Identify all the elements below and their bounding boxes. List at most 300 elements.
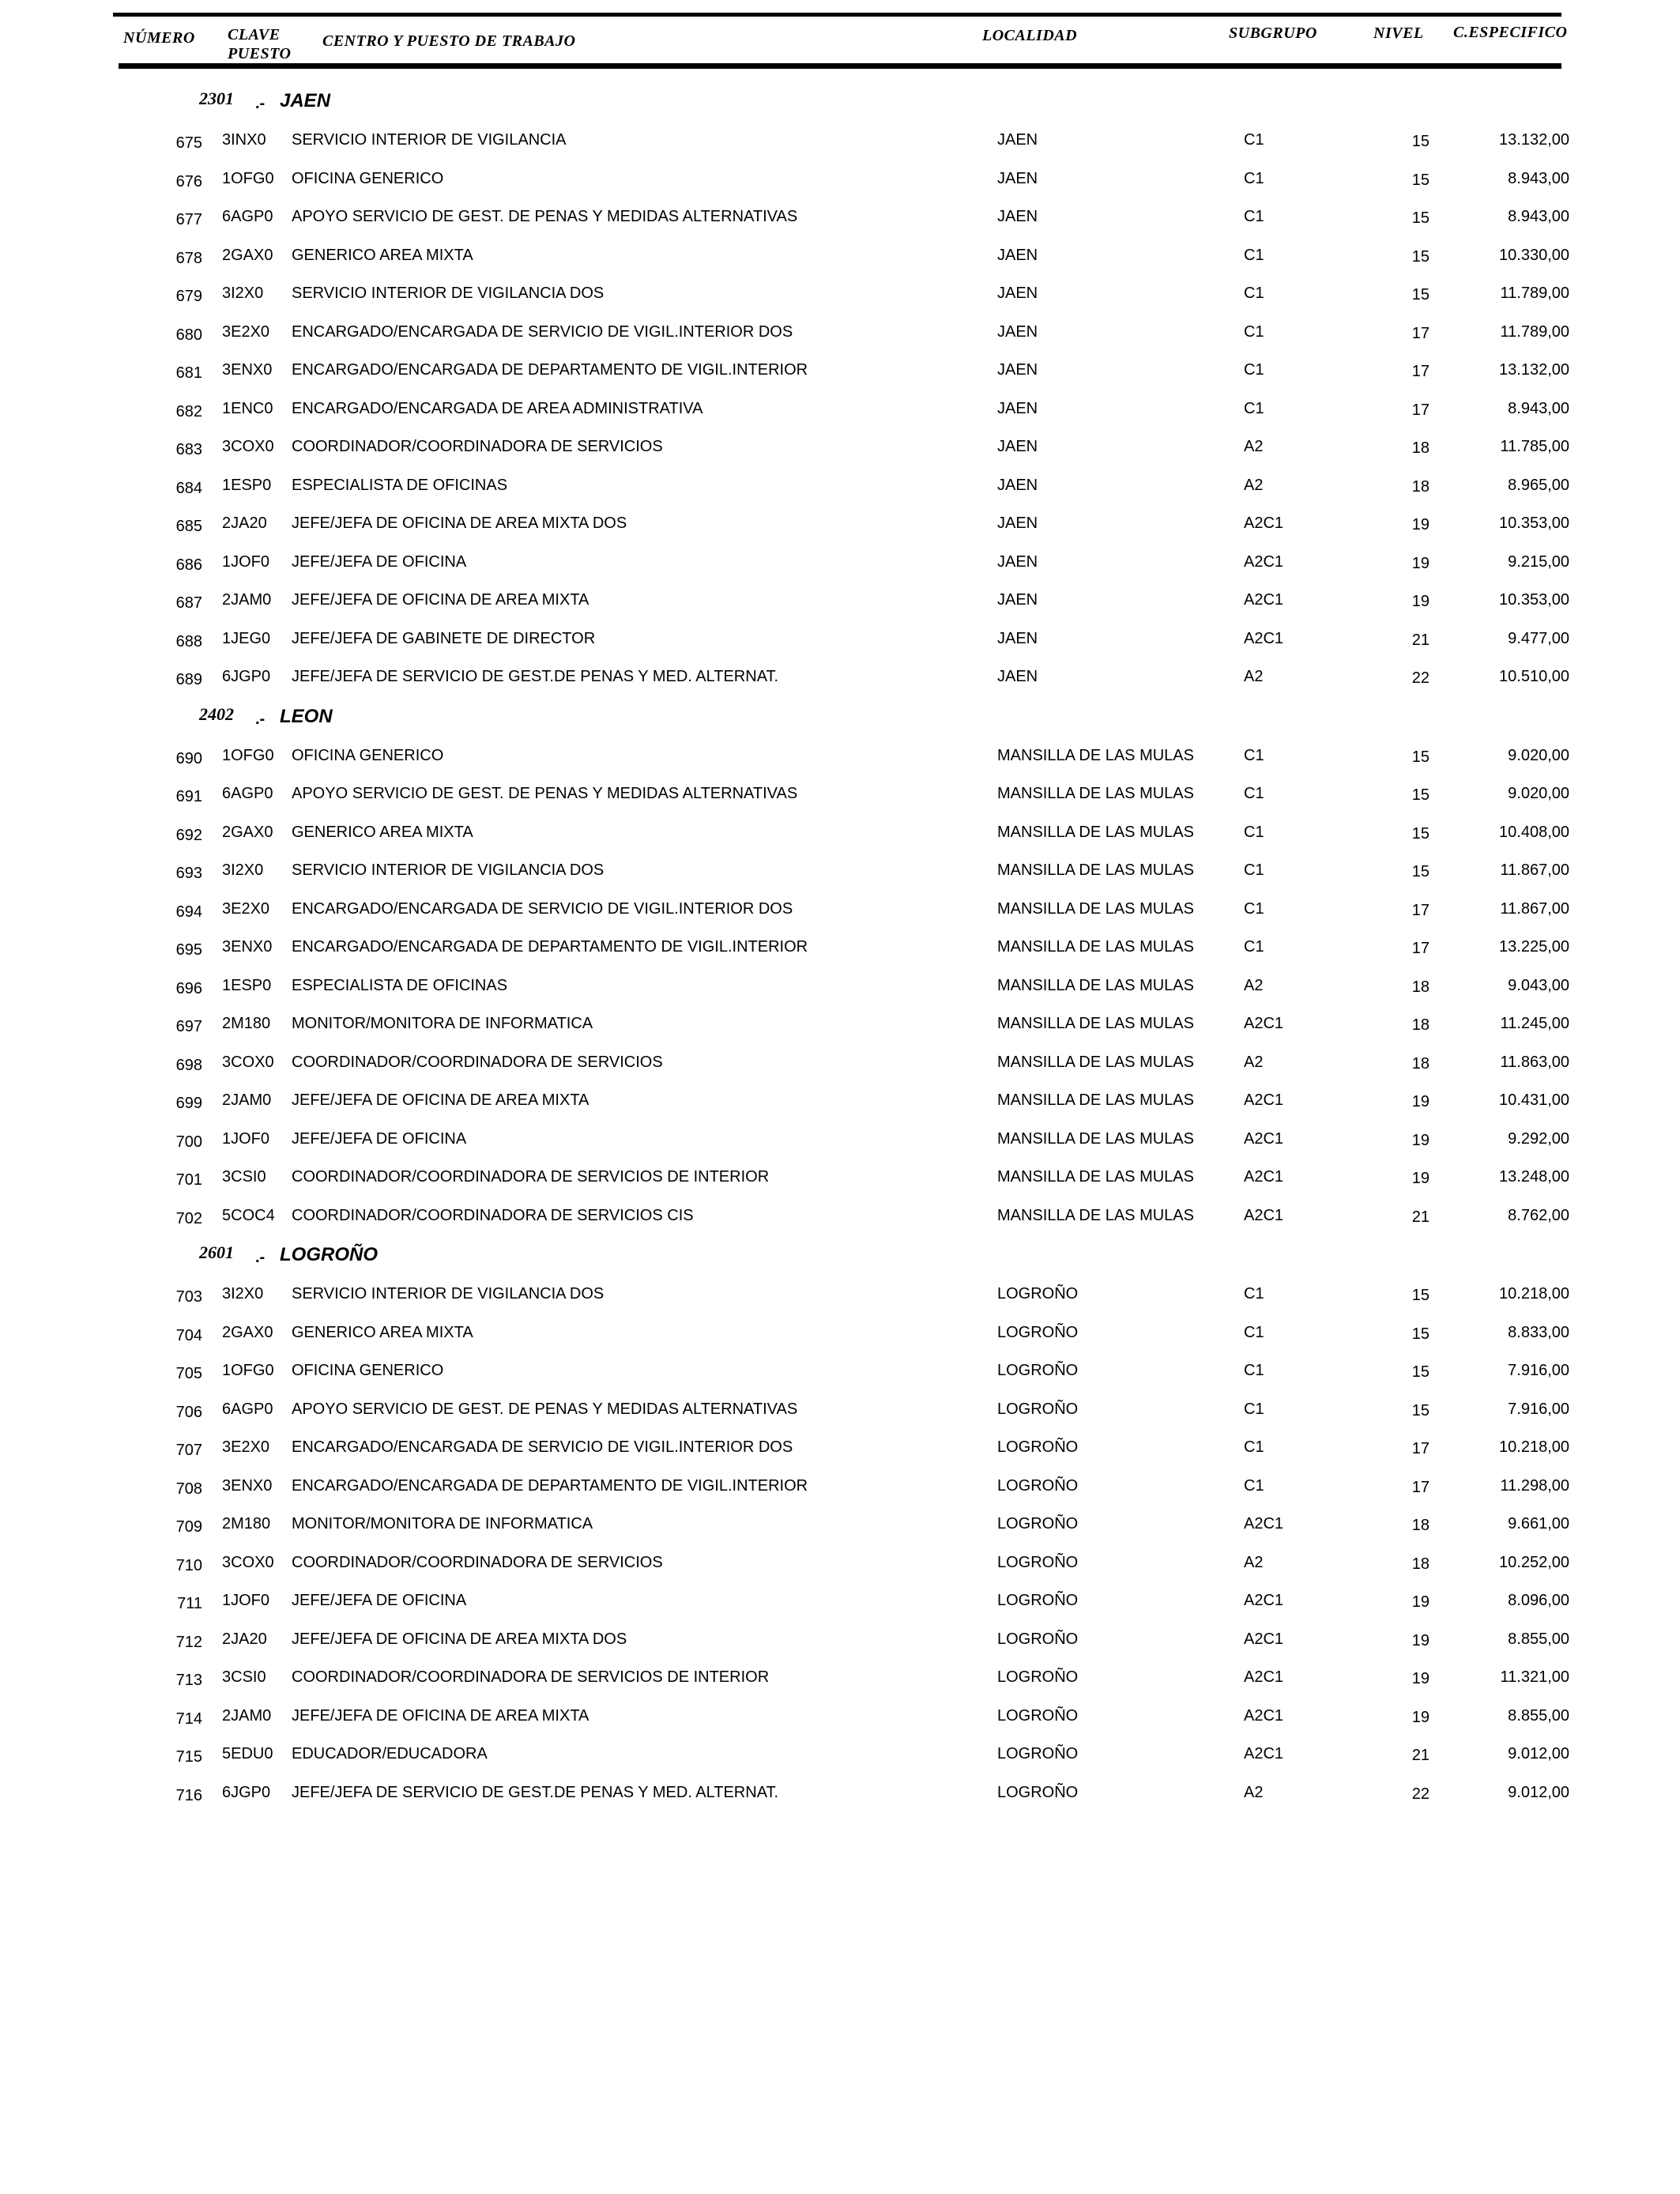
cell-subgrupo: C1 [1244, 1362, 1264, 1379]
table-row [0, 468, 1680, 507]
cell-localidad: LOGROÑO [997, 1438, 1079, 1456]
table-row [0, 776, 1680, 815]
cell-nivel: 18 [1411, 477, 1430, 496]
cell-numero: 686 [175, 556, 202, 574]
cell-especifico: 8.833,00 [1508, 1323, 1569, 1341]
cell-localidad: MANSILLA DE LAS MULAS [997, 1168, 1194, 1186]
cell-localidad: JAEN [997, 285, 1038, 302]
table-row [0, 968, 1680, 1007]
table-row [0, 545, 1680, 583]
table-row [0, 199, 1680, 238]
cell-subgrupo: A2C1 [1244, 1630, 1284, 1648]
table-row [0, 892, 1680, 930]
cell-numero: 691 [175, 788, 202, 805]
cell-centro: SERVICIO INTERIOR DE VIGILANCIA [292, 131, 567, 149]
cell-localidad: JAEN [997, 208, 1038, 225]
cell-clave: 6JGP0 [222, 1783, 271, 1801]
cell-centro: ENCARGADO/ENCARGADA DE SERVICIO DE VIGIL.INTERIOR DOS [292, 1438, 793, 1456]
table-row [0, 738, 1680, 777]
cell-centro: APOYO SERVICIO DE GEST. DE PENAS Y MEDIDAS ALTERNATIVAS [292, 208, 798, 225]
cell-subgrupo: A2C1 [1244, 515, 1284, 532]
cell-localidad: LOGROÑO [997, 1362, 1079, 1379]
cell-centro: JEFE/JEFA DE OFICINA [292, 1129, 467, 1148]
table-row [0, 853, 1680, 892]
cell-centro: ENCARGADO/ENCARGADA DE DEPARTAMENTO DE VIGIL.INTERIOR [292, 361, 808, 379]
table-row [0, 1545, 1680, 1584]
cell-centro: GENERICO AREA MIXTA [292, 246, 473, 264]
cell-nivel: 17 [1411, 401, 1430, 419]
cell-especifico: 11.785,00 [1500, 438, 1569, 455]
cell-nivel: 17 [1411, 324, 1430, 342]
cell-subgrupo: C1 [1244, 899, 1264, 918]
cell-clave: 1ESP0 [222, 476, 272, 494]
cell-nivel: 17 [1411, 1478, 1430, 1496]
cell-centro: ENCARGADO/ENCARGADA DE SERVICIO DE VIGIL.INTERIOR DOS [292, 322, 793, 341]
column-header-clave-line2: PUESTO [228, 45, 292, 62]
cell-clave: 3COX0 [222, 1053, 274, 1071]
cell-centro: APOYO SERVICIO DE GEST. DE PENAS Y MEDIDAS ALTERNATIVAS [292, 1400, 798, 1418]
cell-numero: 713 [175, 1672, 202, 1689]
cell-nivel: 19 [1411, 593, 1430, 610]
cell-nivel: 19 [1411, 1093, 1430, 1110]
cell-numero: 688 [175, 632, 202, 650]
cell-clave: 6AGP0 [222, 1400, 273, 1418]
cell-centro: COORDINADOR/COORDINADORA DE SERVICIOS DE INTERIOR [292, 1668, 770, 1686]
table-row [0, 352, 1680, 391]
section-code: 2601 [199, 1242, 234, 1262]
table-row [0, 1430, 1680, 1468]
cell-clave: 2JA20 [222, 515, 267, 532]
cell-especifico: 9.043,00 [1508, 976, 1569, 994]
cell-numero: 702 [175, 1209, 202, 1227]
cell-especifico: 11.245,00 [1500, 1015, 1569, 1032]
cell-subgrupo: A2 [1244, 1053, 1264, 1071]
cell-clave: 3ENX0 [222, 361, 273, 379]
section-header [0, 701, 1680, 738]
cell-especifico: 10.353,00 [1499, 591, 1569, 609]
cell-nivel: 15 [1411, 1363, 1430, 1381]
cell-numero: 712 [175, 1633, 202, 1651]
column-header-subgrupo: SUBGRUPO [1229, 25, 1317, 42]
cell-subgrupo: A2C1 [1244, 1745, 1284, 1762]
cell-centro: ENCARGADO/ENCARGADA DE AREA ADMINISTRATIVA [292, 399, 703, 417]
cell-numero: 687 [175, 594, 202, 612]
cell-centro: MONITOR/MONITORA DE INFORMATICA [292, 1515, 593, 1532]
cell-localidad: JAEN [997, 552, 1038, 571]
cell-centro: SERVICIO INTERIOR DE VIGILANCIA DOS [292, 285, 605, 302]
cell-nivel: 18 [1411, 1016, 1430, 1034]
cell-nivel: 15 [1411, 863, 1430, 880]
cell-clave: 3CSI0 [222, 1668, 266, 1686]
cell-localidad: LOGROÑO [997, 1323, 1079, 1341]
cell-subgrupo: C1 [1244, 1400, 1264, 1418]
cell-especifico: 9.477,00 [1508, 629, 1569, 647]
cell-centro: EDUCADOR/EDUCADORA [292, 1745, 488, 1762]
cell-centro: ENCARGADO/ENCARGADA DE DEPARTAMENTO DE VIGIL.INTERIOR [292, 938, 808, 956]
cell-numero: 678 [175, 249, 202, 267]
cell-clave: 1OFG0 [222, 1362, 274, 1379]
cell-numero: 699 [175, 1095, 202, 1112]
cell-numero: 704 [175, 1326, 202, 1344]
cell-localidad: LOGROÑO [997, 1745, 1079, 1762]
cell-especifico: 8.943,00 [1508, 399, 1569, 417]
cell-centro: OFICINA GENERICO [292, 1362, 444, 1379]
column-header-nivel: NIVEL [1373, 25, 1424, 42]
cell-centro: JEFE/JEFA DE OFICINA [292, 552, 467, 571]
table-row [0, 815, 1680, 854]
cell-clave: 5EDU0 [222, 1745, 273, 1762]
cell-especifico: 9.020,00 [1508, 746, 1569, 764]
cell-nivel: 17 [1411, 1440, 1430, 1457]
cell-clave: 1OFG0 [222, 746, 274, 764]
cell-subgrupo: A2 [1244, 668, 1264, 685]
table-row [0, 315, 1680, 353]
cell-localidad: JAEN [997, 399, 1038, 417]
cell-localidad: LOGROÑO [997, 1592, 1079, 1609]
cell-subgrupo: A2C1 [1244, 1091, 1284, 1109]
cell-centro: GENERICO AREA MIXTA [292, 1323, 473, 1341]
cell-localidad: MANSILLA DE LAS MULAS [997, 861, 1194, 879]
cell-numero: 700 [175, 1133, 202, 1151]
table-row [0, 1775, 1680, 1814]
cell-nivel: 22 [1411, 1785, 1430, 1803]
cell-numero: 697 [175, 1018, 202, 1035]
cell-especifico: 10.431,00 [1499, 1091, 1569, 1109]
cell-numero: 677 [175, 211, 202, 228]
cell-localidad: MANSILLA DE LAS MULAS [997, 746, 1194, 764]
cell-localidad: JAEN [997, 629, 1038, 647]
section-separator: .- [255, 710, 266, 728]
cell-localidad: LOGROÑO [997, 1400, 1079, 1418]
cell-subgrupo: A2C1 [1244, 629, 1284, 647]
cell-nivel: 19 [1411, 1170, 1430, 1187]
cell-localidad: MANSILLA DE LAS MULAS [997, 938, 1194, 956]
cell-numero: 693 [175, 865, 202, 882]
cell-nivel: 15 [1411, 1325, 1430, 1343]
cell-localidad: LOGROÑO [997, 1515, 1079, 1532]
cell-clave: 6JGP0 [222, 668, 271, 685]
column-header-localidad: LOCALIDAD [982, 27, 1078, 44]
table-row [0, 1159, 1680, 1198]
cell-localidad: JAEN [997, 322, 1038, 341]
cell-nivel: 19 [1411, 1631, 1430, 1649]
cell-centro: OFICINA GENERICO [292, 746, 444, 764]
cell-numero: 698 [175, 1056, 202, 1074]
cell-subgrupo: C1 [1244, 131, 1264, 149]
table-row [0, 123, 1680, 161]
cell-clave: 3I2X0 [222, 1285, 264, 1302]
table-row [0, 391, 1680, 430]
cell-nivel: 19 [1411, 1593, 1430, 1611]
section-code: 2402 [199, 703, 234, 724]
cell-clave: 2M180 [222, 1515, 271, 1532]
cell-localidad: JAEN [997, 131, 1038, 149]
table-body [0, 82, 1680, 1813]
cell-subgrupo: C1 [1244, 785, 1264, 802]
cell-clave: 6AGP0 [222, 785, 273, 802]
table-row [0, 429, 1680, 468]
cell-especifico: 8.855,00 [1508, 1630, 1569, 1648]
cell-nivel: 21 [1411, 631, 1430, 649]
cell-localidad: LOGROÑO [997, 1783, 1079, 1801]
cell-clave: 2GAX0 [222, 823, 273, 841]
cell-especifico: 11.321,00 [1500, 1668, 1569, 1686]
cell-nivel: 17 [1411, 363, 1430, 380]
section-name: LOGROÑO [280, 1244, 378, 1265]
cell-nivel: 17 [1411, 901, 1430, 919]
cell-clave: 1JOF0 [222, 1129, 270, 1148]
section-header [0, 85, 1680, 123]
cell-centro: SERVICIO INTERIOR DE VIGILANCIA DOS [292, 1285, 605, 1302]
cell-localidad: LOGROÑO [997, 1668, 1079, 1686]
cell-especifico: 11.867,00 [1500, 899, 1569, 918]
cell-subgrupo: A2 [1244, 1553, 1264, 1571]
cell-nivel: 21 [1411, 1208, 1430, 1226]
cell-clave: 5COC4 [222, 1206, 275, 1224]
cell-especifico: 10.252,00 [1499, 1553, 1569, 1571]
cell-subgrupo: A2C1 [1244, 1168, 1284, 1186]
cell-especifico: 8.096,00 [1508, 1592, 1569, 1609]
cell-subgrupo: A2C1 [1244, 1015, 1284, 1032]
section-code: 2301 [199, 89, 234, 108]
cell-subgrupo: C1 [1244, 823, 1264, 841]
cell-centro: APOYO SERVICIO DE GEST. DE PENAS Y MEDIDAS ALTERNATIVAS [292, 785, 798, 802]
cell-especifico: 10.218,00 [1499, 1285, 1569, 1302]
cell-nivel: 15 [1411, 1287, 1430, 1304]
cell-clave: 3E2X0 [222, 1438, 270, 1456]
cell-nivel: 18 [1411, 1555, 1430, 1573]
cell-numero: 690 [175, 749, 202, 767]
section-separator: .- [255, 95, 266, 112]
cell-especifico: 11.789,00 [1500, 322, 1569, 341]
cell-clave: 1JEG0 [222, 629, 271, 647]
table-row [0, 659, 1680, 698]
cell-numero: 689 [175, 671, 202, 688]
cell-especifico: 13.132,00 [1499, 131, 1569, 149]
table-row [0, 276, 1680, 315]
cell-centro: ENCARGADO/ENCARGADA DE SERVICIO DE VIGIL.INTERIOR DOS [292, 899, 793, 918]
cell-clave: 3COX0 [222, 438, 274, 455]
cell-localidad: JAEN [997, 668, 1038, 685]
table-row [0, 1392, 1680, 1431]
cell-numero: 683 [175, 441, 202, 458]
column-header-especifico: C.ESPECIFICO [1453, 24, 1568, 41]
cell-centro: ENCARGADO/ENCARGADA DE DEPARTAMENTO DE VIGIL.INTERIOR [292, 1476, 808, 1495]
cell-especifico: 9.215,00 [1508, 552, 1569, 571]
cell-especifico: 10.408,00 [1499, 823, 1569, 841]
cell-nivel: 17 [1411, 940, 1430, 957]
cell-especifico: 10.218,00 [1499, 1438, 1569, 1456]
cell-especifico: 8.943,00 [1508, 169, 1569, 187]
cell-localidad: JAEN [997, 438, 1038, 455]
table-row [0, 1083, 1680, 1122]
cell-subgrupo: C1 [1244, 1285, 1264, 1302]
cell-clave: 2GAX0 [222, 1323, 273, 1341]
cell-numero: 684 [175, 479, 202, 497]
cell-numero: 676 [175, 172, 202, 190]
cell-nivel: 18 [1411, 1517, 1430, 1534]
cell-numero: 685 [175, 518, 202, 535]
cell-numero: 709 [175, 1518, 202, 1536]
cell-clave: 1ENC0 [222, 399, 273, 417]
cell-subgrupo: A2C1 [1244, 591, 1284, 609]
cell-subgrupo: C1 [1244, 322, 1264, 341]
cell-nivel: 18 [1411, 1054, 1430, 1072]
cell-especifico: 7.916,00 [1508, 1400, 1569, 1418]
cell-localidad: LOGROÑO [997, 1630, 1079, 1648]
cell-localidad: MANSILLA DE LAS MULAS [997, 976, 1194, 994]
cell-especifico: 10.330,00 [1499, 246, 1569, 264]
cell-nivel: 15 [1411, 786, 1430, 804]
cell-localidad: MANSILLA DE LAS MULAS [997, 1206, 1194, 1224]
cell-clave: 3E2X0 [222, 322, 270, 341]
cell-nivel: 18 [1411, 439, 1430, 457]
cell-centro: COORDINADOR/COORDINADORA DE SERVICIOS CIS [292, 1206, 694, 1224]
cell-numero: 715 [175, 1748, 202, 1766]
cell-clave: 3COX0 [222, 1553, 274, 1571]
table-row [0, 1006, 1680, 1045]
cell-numero: 707 [175, 1442, 202, 1459]
cell-especifico: 11.789,00 [1500, 285, 1569, 302]
cell-numero: 714 [175, 1710, 202, 1728]
table-row [0, 238, 1680, 277]
cell-especifico: 8.965,00 [1508, 476, 1569, 494]
cell-especifico: 8.855,00 [1508, 1706, 1569, 1725]
cell-especifico: 13.248,00 [1499, 1168, 1569, 1186]
header-bottom-rule [119, 63, 1561, 69]
column-header-centro: CENTRO Y PUESTO DE TRABAJO [322, 32, 576, 50]
table-row [0, 929, 1680, 968]
cell-especifico: 8.943,00 [1508, 208, 1569, 225]
section-name: LEON [280, 705, 333, 727]
cell-centro: COORDINADOR/COORDINADORA DE SERVICIOS DE INTERIOR [292, 1168, 770, 1186]
cell-centro: OFICINA GENERICO [292, 169, 444, 187]
column-header-numero: NÚMERO [123, 29, 195, 47]
cell-numero: 695 [175, 941, 202, 959]
cell-clave: 2JAM0 [222, 1706, 272, 1725]
cell-localidad: JAEN [997, 246, 1038, 264]
cell-localidad: LOGROÑO [997, 1706, 1079, 1725]
cell-centro: JEFE/JEFA DE OFICINA DE AREA MIXTA [292, 1091, 590, 1109]
cell-subgrupo: C1 [1244, 1476, 1264, 1495]
cell-especifico: 8.762,00 [1508, 1206, 1569, 1224]
cell-localidad: MANSILLA DE LAS MULAS [997, 1015, 1194, 1032]
cell-nivel: 15 [1411, 824, 1430, 843]
cell-centro: JEFE/JEFA DE OFICINA DE AREA MIXTA [292, 1706, 590, 1725]
cell-centro: JEFE/JEFA DE OFICINA [292, 1592, 467, 1609]
cell-nivel: 19 [1411, 1131, 1430, 1149]
cell-localidad: LOGROÑO [997, 1285, 1079, 1302]
cell-numero: 710 [175, 1556, 202, 1574]
cell-clave: 2JAM0 [222, 1091, 272, 1109]
cell-centro: JEFE/JEFA DE SERVICIO DE GEST.DE PENAS Y MED. ALTERNAT. [292, 1783, 779, 1801]
cell-numero: 681 [175, 364, 202, 382]
cell-localidad: MANSILLA DE LAS MULAS [997, 1129, 1194, 1148]
cell-numero: 682 [175, 402, 202, 420]
cell-centro: COORDINADOR/COORDINADORA DE SERVICIOS [292, 1553, 663, 1571]
cell-localidad: JAEN [997, 515, 1038, 532]
cell-subgrupo: C1 [1244, 399, 1264, 417]
cell-localidad: JAEN [997, 591, 1038, 609]
cell-nivel: 19 [1411, 516, 1430, 533]
table-row [0, 1276, 1680, 1315]
table-row [0, 582, 1680, 621]
cell-localidad: JAEN [997, 361, 1038, 379]
cell-especifico: 7.916,00 [1508, 1362, 1569, 1379]
cell-centro: MONITOR/MONITORA DE INFORMATICA [292, 1015, 593, 1032]
section-header [0, 1239, 1680, 1276]
cell-localidad: MANSILLA DE LAS MULAS [997, 899, 1194, 918]
cell-numero: 706 [175, 1403, 202, 1421]
table-row [0, 1736, 1680, 1775]
cell-numero: 679 [175, 288, 202, 305]
cell-subgrupo: A2 [1244, 438, 1264, 455]
table-row [0, 1698, 1680, 1737]
cell-centro: JEFE/JEFA DE OFICINA DE AREA MIXTA [292, 591, 590, 609]
cell-subgrupo: A2C1 [1244, 1206, 1284, 1224]
table-row [0, 1122, 1680, 1160]
cell-especifico: 9.661,00 [1508, 1515, 1569, 1532]
cell-subgrupo: C1 [1244, 746, 1264, 764]
table-row [0, 1660, 1680, 1698]
cell-centro: ESPECIALISTA DE OFICINAS [292, 976, 508, 994]
cell-subgrupo: C1 [1244, 861, 1264, 879]
cell-centro: JEFE/JEFA DE GABINETE DE DIRECTOR [292, 629, 596, 647]
cell-subgrupo: C1 [1244, 938, 1264, 956]
cell-nivel: 15 [1411, 171, 1430, 189]
section-name: JAEN [280, 90, 331, 111]
cell-nivel: 19 [1411, 1670, 1430, 1687]
cell-clave: 1JOF0 [222, 552, 270, 571]
cell-nivel: 21 [1411, 1747, 1430, 1764]
cell-subgrupo: A2C1 [1244, 1706, 1284, 1725]
cell-centro: JEFE/JEFA DE OFICINA DE AREA MIXTA DOS [292, 515, 627, 532]
cell-clave: 1ESP0 [222, 976, 272, 994]
table-row [0, 1583, 1680, 1622]
cell-numero: 680 [175, 326, 202, 344]
cell-nivel: 22 [1411, 669, 1430, 687]
cell-clave: 3E2X0 [222, 899, 270, 918]
cell-subgrupo: A2C1 [1244, 1515, 1284, 1532]
cell-clave: 6AGP0 [222, 208, 273, 225]
cell-localidad: MANSILLA DE LAS MULAS [997, 785, 1194, 802]
table-row [0, 506, 1680, 545]
cell-subgrupo: A2 [1244, 976, 1264, 994]
cell-especifico: 9.020,00 [1508, 785, 1569, 802]
cell-clave: 1OFG0 [222, 169, 274, 187]
cell-numero: 711 [177, 1595, 202, 1612]
cell-especifico: 9.292,00 [1508, 1129, 1569, 1148]
cell-centro: ESPECIALISTA DE OFICINAS [292, 476, 508, 494]
cell-subgrupo: C1 [1244, 285, 1264, 302]
table-row [0, 1198, 1680, 1237]
cell-nivel: 15 [1411, 1401, 1430, 1419]
cell-nivel: 15 [1411, 286, 1430, 303]
cell-clave: 3ENX0 [222, 938, 273, 956]
cell-subgrupo: A2C1 [1244, 1668, 1284, 1686]
table-row [0, 1622, 1680, 1661]
cell-nivel: 15 [1411, 209, 1430, 227]
table-row [0, 161, 1680, 200]
cell-especifico: 10.353,00 [1499, 515, 1569, 532]
cell-localidad: JAEN [997, 476, 1038, 494]
cell-subgrupo: C1 [1244, 246, 1264, 264]
cell-localidad: JAEN [997, 169, 1038, 187]
cell-localidad: LOGROÑO [997, 1476, 1079, 1495]
cell-subgrupo: A2C1 [1244, 552, 1284, 571]
cell-clave: 3I2X0 [222, 285, 264, 302]
cell-centro: JEFE/JEFA DE SERVICIO DE GEST.DE PENAS Y MED. ALTERNAT. [292, 668, 779, 685]
